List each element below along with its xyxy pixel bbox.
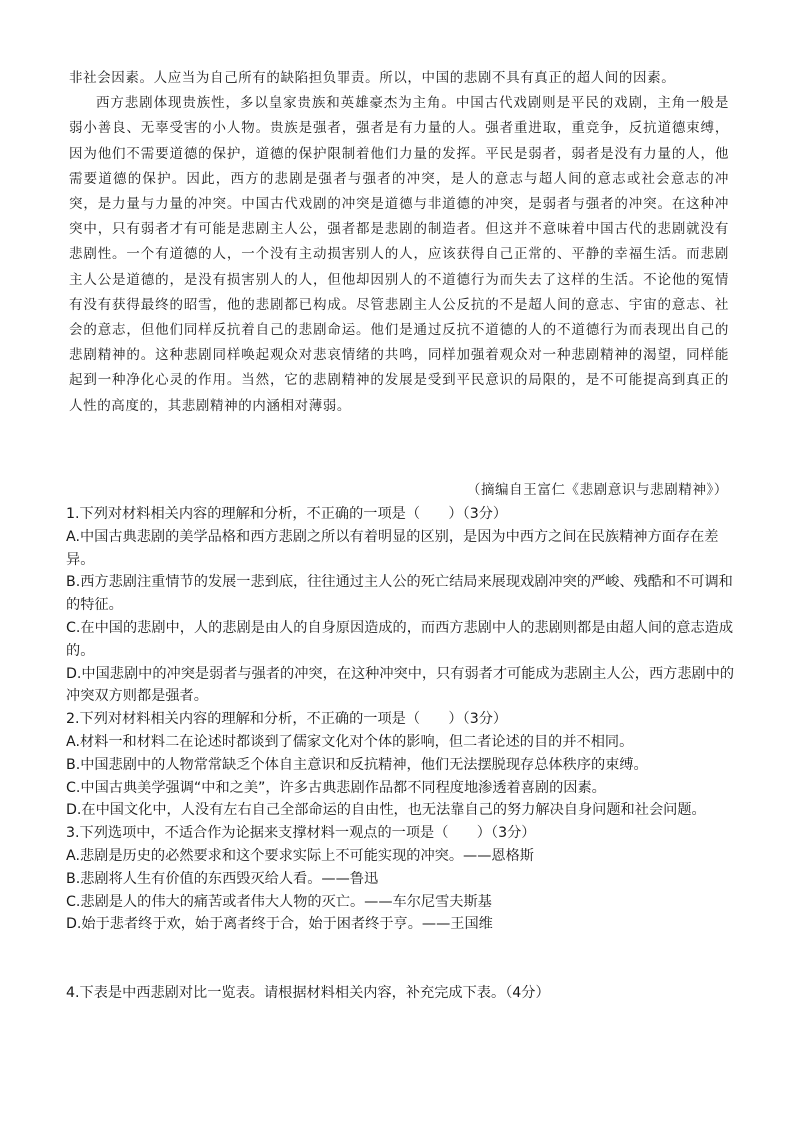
question-1: [66, 503, 736, 708]
option-c: C.悲剧是人的伟大的痛苦或者伟大人物的灭亡。——车尔尼雪夫斯基: [66, 893, 492, 910]
question-list: [66, 503, 736, 1005]
option-c: C.在中国的悲剧中，人的悲剧是由人的自身原因造成的，而西方悲剧中人的悲剧则都是由超人间的意志造成的。: [66, 619, 734, 659]
option-d: D.在中国文化中，人没有左右自己全部命运的自由性，也无法靠自己的努力解决自身问题和社会问题。: [66, 802, 706, 819]
question-stem: 1.下列对材料相关内容的理解和分析，不正确的一项是（ ）（3分）: [66, 506, 508, 522]
option-a: A.悲剧是历史的必然要求和这个要求实际上不可能实现的冲突。——恩格斯: [66, 847, 534, 864]
passage-paragraph: 西方悲剧体现贵族性，多以皇家贵族和英雄豪杰为主角。中国古代戏剧则是平民的戏剧，主角一般是弱小善良、无辜受害的小人物。贵族是强者，强者是有力量的人。强者重进取，重竞争，反抗道德束缚，因为他们不需要道德的保护，道德的保护限制着他们力量的发挥。平民是弱者，弱者是没有力量的人，他需要道德的保护。因此，西方的悲剧是强者与强者的冲突，是人的意志与超人间的意志或社会意志的冲突，是力量与力量的冲突。中国古代戏剧的冲突是道德与非道德的冲突，是弱者与强者的冲突。在这种冲突中，只有弱者才有可能是悲剧主人公，强者都是悲剧的制造者。但这并不意味着中国古代的悲剧就没有悲剧性。一个有道德的人，一个没有主动损害别人的人，应该获得自己正常的、平静的幸福生活。而悲剧主人公是道德的，是没有损害别人的人，但他却因别人的不道德行为而失去了这样的生活。不论他的冤情有没有获得最终的昭雪，他的悲剧都已构成。尽管悲剧主人公反抗的不是超人间的意志、宇宙的意志、社会的意志，但他们同样反抗着自己的悲剧命运。他们是通过反抗不道德的人的不道德行为而表现出自己的悲剧精神的。这种悲剧同样唤起观众对悲哀情绪的共鸣，同样加强着观众对一种悲剧精神的渴望，同样能起到一种净化心灵的作用。当然，它的悲剧精神的发展是受到平民意识的局限的，是不可能提高到真正的人性的高度的，其悲剧精神的内涵相对薄弱。: [69, 95, 729, 414]
question-4: [66, 982, 736, 1005]
option-d: D.中国悲剧中的冲突是弱者与强者的冲突，在这种冲突中，只有弱者才可能成为悲剧主人公，西方悲剧中的冲突双方则都是强者。: [66, 665, 735, 705]
passage-source: （摘编自王富仁《悲剧意识与悲剧精神》）: [466, 482, 728, 498]
option-c: C.中国古典美学强调“中和之美”，许多古典悲剧作品都不同程度地渗透着喜剧的因素。: [66, 779, 606, 796]
reading-passage: [69, 66, 729, 419]
option-b: B.西方悲剧注重情节的发展一悲到底，往往通过主人公的死亡结局来展现戏剧冲突的严峻、残酷和不可调和的特征。: [66, 574, 733, 614]
blank-gap: [66, 936, 736, 982]
passage-paragraph: 非社会因素。人应当为自己所有的缺陷担负罪责。所以，中国的悲剧不具有真正的超人间的因素。: [69, 70, 676, 86]
option-a: A.中国古典悲剧的美学品格和西方悲剧之所以有着明显的区别，是因为中西方之间在民族精神方面存在差异。: [66, 528, 719, 568]
option-b: B.中国悲剧中的人物常常缺乏个体自主意识和反抗精神，他们无法摆脱现存总体秩序的束缚。: [66, 756, 648, 773]
option-b: B.悲剧将人生有价值的东西毁灭给人看。——鲁迅: [66, 870, 379, 887]
question-stem: 3.下列选项中，不适合作为论据来支撑材料一观点的一项是（ ）（3分）: [66, 825, 536, 842]
question-stem: 4.下表是中西悲剧对比一览表。请根据材料相关内容，补充完成下表。（4分）: [66, 985, 550, 1002]
question-3: [66, 822, 736, 936]
question-2: [66, 708, 736, 822]
question-stem: 2.下列对材料相关内容的理解和分析，不正确的一项是（ ）（3分）: [66, 711, 508, 728]
option-a: A.材料一和材料二在论述时都谈到了儒家文化对个体的影响，但二者论述的目的并不相同。: [66, 733, 634, 750]
option-d: D.始于悲者终于欢，始于离者终于合，始于困者终于亨。——王国维: [66, 916, 493, 933]
